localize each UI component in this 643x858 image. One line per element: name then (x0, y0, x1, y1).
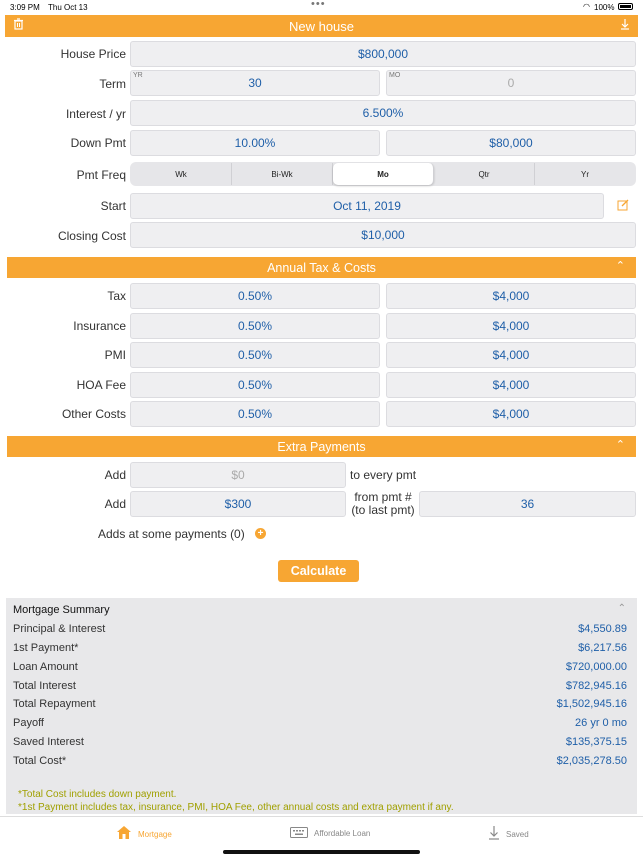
pmi-percent-field[interactable] (130, 342, 380, 368)
house-price-value: $800,000 (357, 47, 409, 61)
tab-label: Saved (506, 830, 529, 839)
summary-row-value: $2,035,278.50 (556, 755, 627, 767)
chevron-up-icon[interactable]: ⌃ (615, 439, 625, 451)
years-tag: YR (133, 72, 143, 79)
other-costs-amount-value: $4,000 (492, 407, 530, 421)
from-pmt-number-value: 36 (520, 497, 535, 511)
from-pmt-number-field[interactable] (419, 491, 636, 517)
annual-tax-section-title: Annual Tax & Costs (267, 261, 376, 275)
start-date-value: Oct 11, 2019 (333, 199, 401, 213)
summary-row-label: Total Repayment (13, 698, 96, 710)
down-pmt-amount-field[interactable] (386, 130, 636, 156)
battery-icon (618, 3, 633, 10)
tax-percent-value: 0.50% (237, 289, 273, 303)
add-every-pmt-field[interactable] (130, 462, 346, 488)
summary-row-value: $782,945.16 (565, 680, 627, 692)
title-bar (5, 15, 638, 37)
down-pmt-percent-field[interactable] (130, 130, 380, 156)
from-pmt-text (350, 491, 416, 517)
insurance-percent-value: 0.50% (237, 319, 273, 333)
add-from-label: Add (104, 497, 126, 511)
other-costs-percent-value: 0.50% (237, 407, 273, 421)
insurance-amount-field[interactable] (386, 313, 636, 339)
tax-label: Tax (107, 289, 126, 303)
add-every-pmt-value: $0 (231, 468, 245, 482)
interest-value: 6.500% (362, 106, 404, 120)
pmt-freq-weekly[interactable]: Wk (131, 163, 232, 185)
add-every-label: Add (104, 468, 126, 482)
download-icon (488, 825, 500, 844)
tax-percent-field[interactable] (130, 283, 380, 309)
chevron-up-icon[interactable]: ⌃ (617, 603, 626, 614)
pmi-percent-value: 0.50% (237, 348, 273, 362)
start-date-field[interactable] (130, 193, 604, 219)
chevron-up-icon[interactable]: ⌃ (615, 260, 625, 272)
tax-amount-field[interactable] (386, 283, 636, 309)
from-pmt-line1: from pmt # (354, 490, 412, 504)
summary-row-label: 1st Payment* (13, 642, 79, 654)
pmt-freq-monthly[interactable]: Mo (333, 163, 434, 185)
calculate-button[interactable]: Calculate (278, 560, 359, 582)
summary-title: Mortgage Summary (13, 604, 110, 616)
save-download-icon[interactable] (620, 18, 630, 33)
summary-row-value: $135,375.15 (565, 736, 627, 748)
pmt-freq-biweekly[interactable]: Bi-Wk (232, 163, 333, 185)
interest-label: Interest / yr (65, 107, 126, 121)
multitask-dots-icon[interactable]: ••• (311, 0, 326, 10)
tab-mortgage[interactable] (116, 825, 172, 844)
summary-row-label: Total Interest (13, 680, 76, 692)
summary-row-value: $1,502,945.16 (556, 698, 627, 710)
down-pmt-amount-value: $80,000 (489, 136, 533, 150)
home-indicator[interactable] (223, 850, 420, 854)
pmt-freq-yearly[interactable]: Yr (581, 169, 589, 179)
insurance-label: Insurance (73, 319, 126, 333)
home-icon (116, 825, 132, 844)
to-every-pmt-text: to every pmt (350, 468, 417, 482)
add-circle-icon[interactable]: + (255, 528, 266, 539)
annual-tax-section-header[interactable] (7, 257, 636, 278)
wifi-icon: ◠ (583, 2, 590, 11)
other-costs-amount-field[interactable] (386, 401, 636, 427)
adds-at-some-payments-label[interactable]: Adds at some payments (0) (98, 527, 245, 541)
pmt-freq-segmented-control (130, 162, 636, 186)
tax-amount-value: $4,000 (492, 289, 530, 303)
months-tag: MO (389, 72, 401, 79)
summary-row-value: $6,217.56 (578, 642, 627, 654)
term-months-field[interactable] (386, 70, 636, 96)
pmt-freq-quarterly[interactable]: Qtr (434, 163, 535, 185)
mortgage-summary-panel (6, 598, 637, 814)
tab-affordable-loan[interactable] (290, 825, 370, 842)
other-costs-label: Other Costs (61, 407, 126, 421)
summary-row-label: Principal & Interest (13, 623, 106, 635)
term-months-value: 0 (507, 76, 515, 90)
summary-row-value: $4,550.89 (578, 623, 627, 635)
total-cost-note: *Total Cost includes down payment. (18, 789, 177, 800)
house-price-field[interactable] (130, 41, 636, 67)
hoa-fee-percent-value: 0.50% (237, 378, 273, 392)
closing-cost-label: Closing Cost (57, 229, 126, 243)
hoa-fee-amount-value: $4,000 (492, 378, 530, 392)
insurance-percent-field[interactable] (130, 313, 380, 339)
summary-row-label: Total Cost* (13, 755, 67, 767)
summary-row-label: Payoff (13, 717, 44, 729)
from-pmt-line2: (to last pmt) (351, 503, 415, 517)
tab-label: Affordable Loan (314, 829, 371, 838)
term-label: Term (99, 77, 126, 91)
start-label: Start (100, 199, 126, 213)
extra-payments-section-title: Extra Payments (277, 440, 366, 454)
interest-field[interactable] (130, 100, 636, 126)
summary-row-value: 26 yr 0 mo (575, 717, 627, 729)
summary-row-label: Saved Interest (13, 736, 84, 748)
battery-percent: 100% (594, 3, 615, 12)
add-from-pmt-field[interactable] (130, 491, 346, 517)
closing-cost-field[interactable] (130, 222, 636, 248)
add-from-pmt-value: $300 (224, 497, 252, 511)
status-bar (0, 0, 643, 14)
hoa-fee-percent-field[interactable] (130, 372, 380, 398)
page-title: New house (288, 19, 355, 34)
edit-date-icon[interactable] (617, 199, 629, 214)
down-pmt-label: Down Pmt (70, 136, 126, 150)
pmi-label: PMI (104, 348, 126, 362)
pmi-amount-field[interactable] (386, 342, 636, 368)
hoa-fee-label: HOA Fee (76, 378, 126, 392)
extra-payments-section-header[interactable] (7, 436, 636, 457)
tab-label: Mortgage (138, 830, 172, 839)
house-price-label: House Price (60, 47, 126, 61)
first-payment-note: *1st Payment includes tax, insurance, PMI, HOA Fee, other annual costs and extra payment if any. (18, 802, 454, 813)
down-pmt-percent-value: 10.00% (234, 136, 276, 150)
term-years-field[interactable] (130, 70, 380, 96)
pmi-amount-value: $4,000 (492, 348, 530, 362)
summary-row-value: $720,000.00 (565, 661, 627, 673)
status-time: 3:09 PM (10, 3, 40, 12)
hoa-fee-amount-field[interactable] (386, 372, 636, 398)
keyboard-icon (290, 825, 308, 842)
term-years-value: 30 (248, 76, 262, 90)
pmt-freq-label: Pmt Freq (76, 168, 126, 182)
insurance-amount-value: $4,000 (492, 319, 530, 333)
closing-cost-value: $10,000 (361, 228, 405, 242)
status-date: Thu Oct 13 (48, 3, 88, 12)
summary-row-label: Loan Amount (13, 661, 78, 673)
other-costs-percent-field[interactable] (130, 401, 380, 427)
tab-saved[interactable] (488, 825, 529, 844)
